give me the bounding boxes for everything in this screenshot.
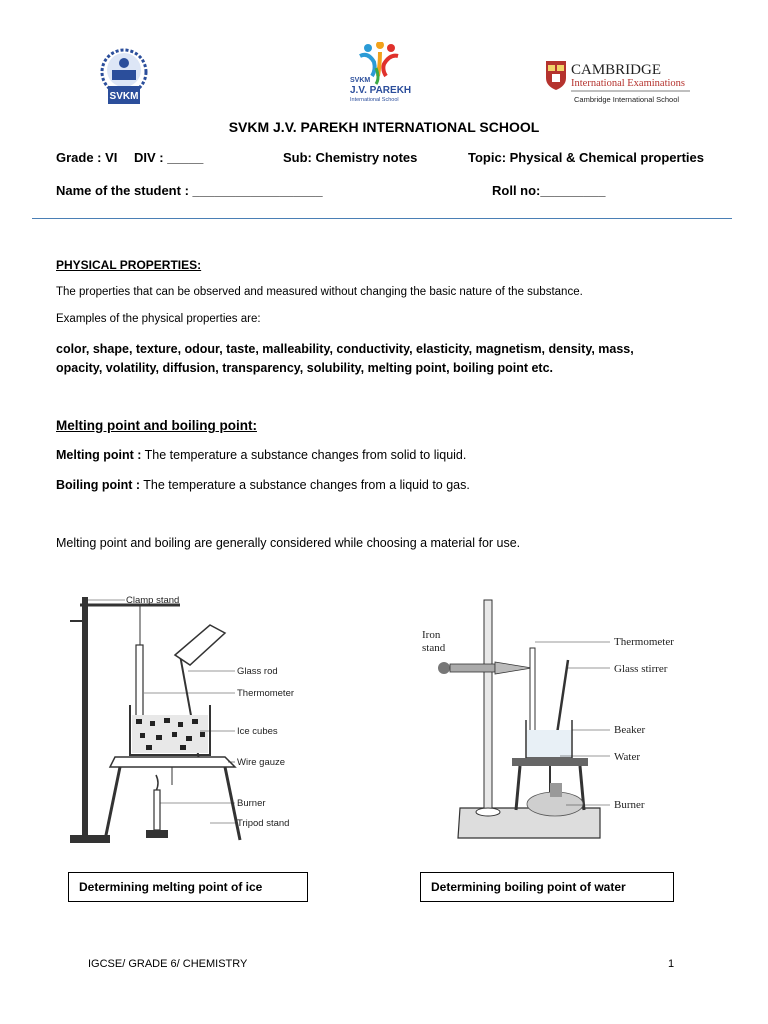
- label-water: Water: [614, 751, 640, 763]
- student-name-field: Name of the student : __________________: [56, 183, 323, 198]
- physical-examples-line1: color, shape, texture, odour, taste, malleability, conductivity, elasticity, magnetism, density, mass,: [56, 342, 634, 356]
- cambridge-sub2: Cambridge International School: [574, 95, 680, 104]
- boiling-diagram: [420, 598, 710, 842]
- footer-course: IGCSE/ GRADE 6/ CHEMISTRY: [88, 958, 248, 970]
- physical-examples-intro: Examples of the physical properties are:: [56, 313, 261, 325]
- label-ice-cubes: Ice cubes: [237, 726, 278, 737]
- grade-field: Grade : VI: [56, 150, 118, 165]
- label-glass-rod: Glass rod: [237, 666, 278, 677]
- boiling-point-text: The temperature a substance changes from a liquid to gas.: [140, 478, 470, 492]
- boiling-point-term: Boiling point :: [56, 478, 141, 492]
- cambridge-title: CAMBRIDGE: [571, 62, 662, 78]
- cambridge-sub: International Examinations: [571, 78, 686, 89]
- jvp-logo-line2: J.V. PAREKH: [350, 85, 412, 96]
- svkm-logo: [96, 48, 152, 108]
- cambridge-logo: [546, 60, 696, 106]
- physical-heading: PHYSICAL PROPERTIES:: [56, 258, 202, 272]
- jvp-logo: [346, 42, 416, 108]
- label-beaker: Beaker: [614, 724, 646, 736]
- physical-examples-line2: opacity, volatility, diffusion, transparency, solubility, melting point, boiling point etc.: [56, 361, 554, 375]
- div-field: DIV : _____: [134, 150, 204, 165]
- caption-boiling: Determining boiling point of water: [420, 872, 674, 902]
- melting-heading: Melting point and boiling point:: [56, 418, 257, 433]
- melting-diagram: [60, 585, 310, 847]
- label-tripod-stand: Tripod stand: [237, 818, 290, 829]
- label-burner: Burner: [237, 798, 266, 809]
- label-stand: stand: [422, 642, 446, 654]
- school-name: SVKM J.V. PAREKH INTERNATIONAL SCHOOL: [228, 119, 540, 135]
- label-glass-stirrer: Glass stirrer: [614, 663, 668, 675]
- melting-point-term: Melting point :: [56, 448, 142, 462]
- subject-field: Sub: Chemistry notes: [283, 150, 418, 165]
- header-divider: [32, 218, 732, 219]
- jvp-logo-line1: SVKM: [350, 77, 371, 84]
- label-iron: Iron: [422, 629, 441, 641]
- label-thermometer: Thermometer: [237, 688, 295, 699]
- page-number: 1: [668, 958, 675, 970]
- caption-melting: Determining melting point of ice: [68, 872, 308, 902]
- topic-field: Topic: Physical & Chemical properties: [468, 150, 704, 165]
- melting-point-text: The temperature a substance changes from solid to liquid.: [141, 448, 467, 462]
- roll-no-field: Roll no:_________: [492, 183, 606, 198]
- svkm-logo-text: SVKM: [109, 91, 139, 102]
- label-burner-right: Burner: [614, 799, 645, 811]
- label-wire-gauze: Wire gauze: [237, 757, 286, 768]
- label-clamp-stand: Clamp stand: [126, 595, 180, 606]
- boiling-point-def: [56, 478, 470, 492]
- physical-definition: The properties that can be observed and measured without changing the basic nature of the substance.: [56, 286, 583, 298]
- melting-point-def: [56, 448, 466, 462]
- material-note: Melting point and boiling are generally considered while choosing a material for use.: [56, 536, 521, 550]
- label-thermometer-right: Thermometer: [614, 636, 674, 648]
- jvp-logo-line3: International School: [350, 97, 399, 103]
